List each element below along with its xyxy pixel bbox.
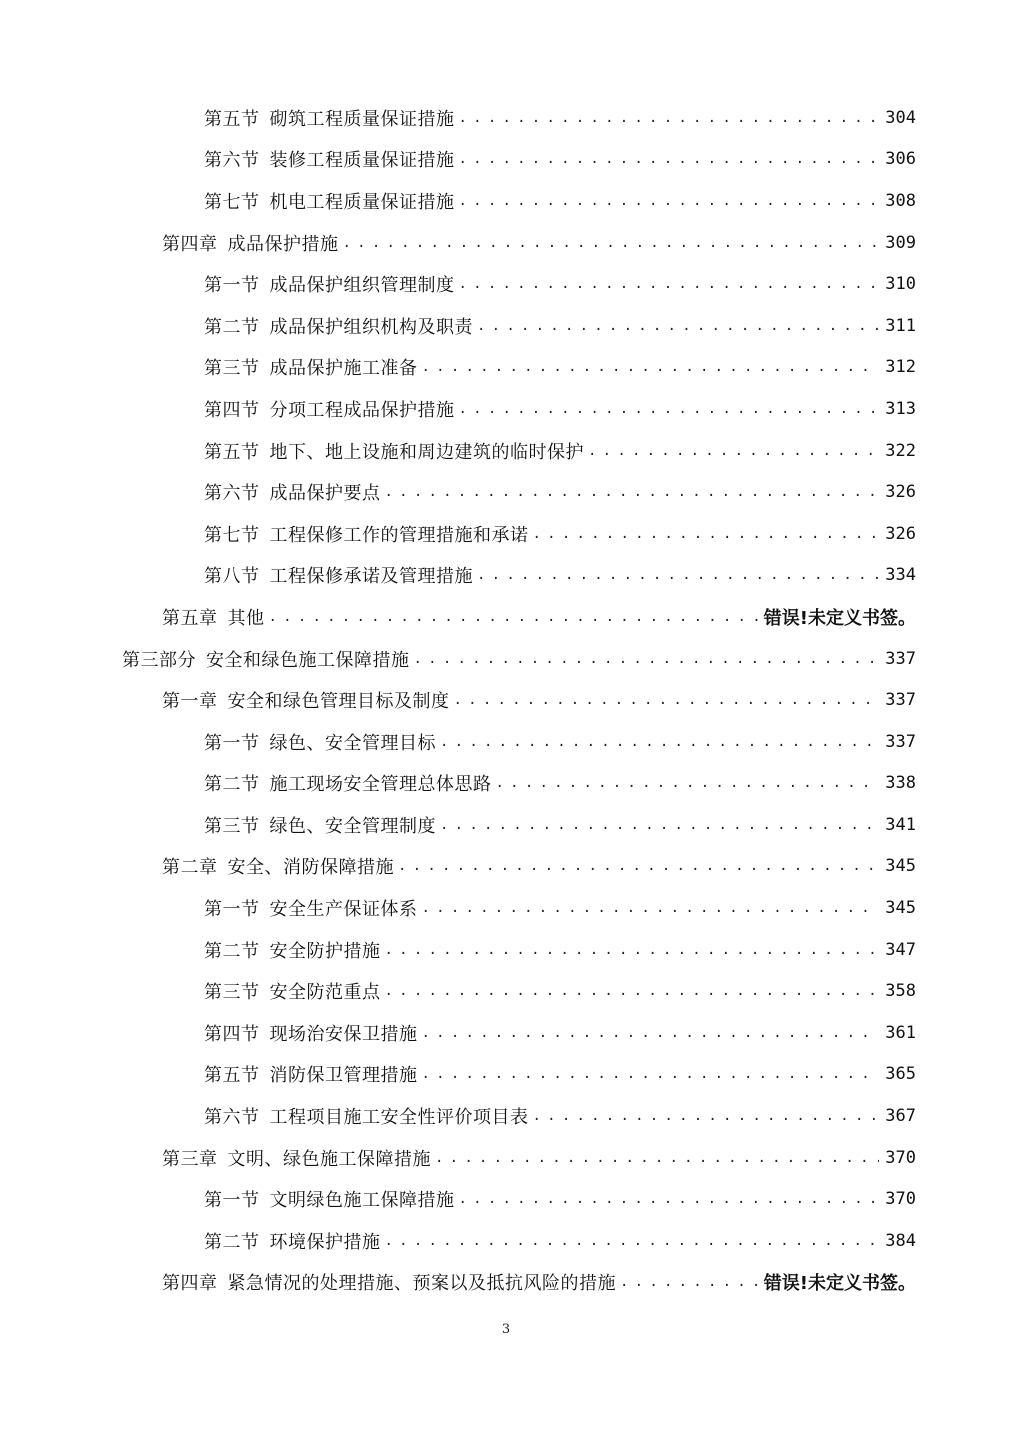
toc-entry-title: 分项工程成品保护措施	[269, 399, 455, 421]
toc-entry[interactable]	[0, 1095, 1012, 1137]
toc-dot-leader	[440, 731, 879, 753]
toc-entry-number: 第四节	[204, 399, 260, 421]
toc-entry[interactable]	[0, 1220, 1012, 1262]
toc-entry-number: 第二节	[204, 940, 260, 962]
toc-entry[interactable]	[0, 263, 1012, 305]
toc-entry-title: 成品保护要点	[269, 483, 381, 505]
toc-entry-number: 第三部分	[122, 649, 196, 671]
toc-entry-number: 第七节	[204, 191, 260, 213]
toc-entry-number: 第七节	[204, 524, 260, 546]
toc-entry-title: 安全、消防保障措施	[227, 857, 394, 879]
toc-entry-page-number: 345	[885, 898, 916, 919]
toc-entry[interactable]	[0, 804, 1012, 846]
toc-entry-page-number: 365	[885, 1064, 916, 1085]
toc-entry-title: 安全生产保证体系	[269, 899, 418, 921]
toc-dot-leader	[422, 1063, 880, 1085]
toc-entry-title: 砌筑工程质量保证措施	[269, 108, 455, 130]
toc-entry-page-number: 338	[885, 773, 916, 794]
toc-dot-leader	[459, 148, 880, 170]
toc-entry-page-number: 322	[885, 440, 916, 461]
toc-dot-leader	[459, 107, 880, 129]
toc-entry-page-number: 345	[885, 856, 916, 877]
toc-entry-label	[204, 105, 455, 131]
table-of-contents	[0, 97, 1012, 1303]
toc-entry-title: 绿色、安全管理制度	[269, 815, 436, 837]
toc-entry-title: 工程保修承诺及管理措施	[269, 566, 473, 588]
toc-entry-label	[204, 271, 455, 297]
toc-entry-page-number: 312	[885, 357, 916, 378]
toc-entry[interactable]	[0, 887, 1012, 929]
toc-entry-number: 第二节	[204, 316, 260, 338]
toc-entry-label	[204, 1103, 529, 1129]
toc-entry-page-number: 337	[885, 648, 916, 669]
toc-entry-label	[204, 729, 436, 755]
toc-entry-number: 第二节	[204, 1231, 260, 1253]
toc-entry-title: 现场治安保卫措施	[269, 1023, 418, 1045]
toc-entry-number: 第三节	[204, 815, 260, 837]
toc-entry-page-number: 337	[885, 731, 916, 752]
toc-entry-page-number: 361	[885, 1022, 916, 1043]
toc-entry[interactable]	[0, 638, 1012, 680]
toc-entry-title: 安全和绿色施工保障措施	[206, 649, 410, 671]
toc-entry-page-number: 310	[885, 274, 916, 295]
toc-entry-number: 第八节	[204, 566, 260, 588]
toc-entry-title: 安全防护措施	[269, 940, 381, 962]
toc-entry-number: 第三章	[162, 1148, 218, 1170]
toc-dot-leader	[496, 772, 880, 794]
page-number: 3	[501, 1322, 511, 1337]
toc-entry-error-bookmark: 错误!未定义书签。	[763, 1273, 916, 1295]
toc-entry[interactable]	[0, 513, 1012, 555]
toc-dot-leader	[398, 855, 879, 877]
toc-entry[interactable]	[0, 763, 1012, 805]
toc-entry[interactable]	[0, 1178, 1012, 1220]
toc-entry-title: 绿色、安全管理目标	[269, 732, 436, 754]
toc-entry-page-number: 313	[885, 398, 916, 419]
toc-entry[interactable]	[0, 555, 1012, 597]
toc-entry[interactable]	[0, 1262, 1012, 1304]
toc-entry-title: 紧急情况的处理措施、预案以及抵抗风险的措施	[227, 1273, 616, 1295]
toc-dot-leader	[454, 689, 880, 711]
toc-entry-title: 机电工程质量保证措施	[269, 191, 455, 213]
toc-entry-label	[122, 646, 410, 672]
toc-entry[interactable]	[0, 1054, 1012, 1096]
toc-entry-number: 第六节	[204, 150, 260, 172]
toc-entry-page-number: 337	[885, 690, 916, 711]
toc-entry-label	[204, 812, 436, 838]
toc-entry-label	[204, 1186, 455, 1212]
toc-entry-page-number: 326	[885, 523, 916, 544]
toc-dot-leader	[385, 1230, 880, 1252]
toc-dot-leader	[477, 315, 879, 337]
toc-dot-leader	[414, 648, 880, 670]
toc-entry-title: 成品保护组织机构及职责	[269, 316, 473, 338]
toc-entry-title: 文明、绿色施工保障措施	[227, 1148, 431, 1170]
toc-entry-number: 第一章	[162, 691, 218, 713]
toc-dot-leader	[440, 814, 879, 836]
toc-entry-number: 第三节	[204, 358, 260, 380]
toc-entry-label	[162, 687, 450, 713]
toc-entry-title: 环境保护措施	[269, 1231, 381, 1253]
toc-entry-number: 第一节	[204, 732, 260, 754]
toc-entry-label	[204, 188, 455, 214]
toc-entry-label	[204, 1020, 418, 1046]
toc-entry-label	[204, 146, 455, 172]
toc-entry-label	[204, 895, 418, 921]
toc-entry-label	[204, 770, 492, 796]
toc-entry[interactable]	[0, 929, 1012, 971]
toc-entry-number: 第五章	[162, 607, 218, 629]
toc-entry-page-number: 370	[885, 1189, 916, 1210]
toc-entry-error-bookmark: 错误!未定义书签。	[763, 607, 916, 629]
toc-entry-page-number: 311	[885, 315, 916, 336]
toc-entry-title: 成品保护施工准备	[269, 358, 418, 380]
toc-entry-label	[204, 521, 529, 547]
toc-dot-leader	[459, 398, 880, 420]
toc-entry-label	[162, 604, 265, 630]
toc-dot-leader	[422, 356, 880, 378]
toc-dot-leader	[343, 232, 880, 254]
toc-entry[interactable]	[0, 679, 1012, 721]
toc-entry[interactable]	[0, 305, 1012, 347]
toc-dot-leader	[422, 897, 880, 919]
toc-entry[interactable]	[0, 430, 1012, 472]
toc-entry[interactable]	[0, 1012, 1012, 1054]
toc-entry[interactable]	[0, 139, 1012, 181]
toc-dot-leader	[459, 273, 880, 295]
toc-dot-leader	[620, 1271, 758, 1293]
toc-dot-leader	[588, 440, 879, 462]
toc-entry-label	[162, 230, 339, 256]
toc-entry[interactable]	[0, 970, 1012, 1012]
toc-entry-label	[204, 396, 455, 422]
toc-entry-title: 文明绿色施工保障措施	[269, 1190, 455, 1212]
toc-entry-label	[204, 479, 381, 505]
toc-entry-number: 第一节	[204, 275, 260, 297]
toc-entry-label	[162, 853, 394, 879]
toc-entry-title: 其他	[227, 607, 265, 629]
toc-entry-number: 第五节	[204, 108, 260, 130]
toc-entry-page-number: 347	[885, 939, 916, 960]
toc-entry-title: 成品保护组织管理制度	[269, 275, 455, 297]
toc-entry-title: 工程项目施工安全性评价项目表	[269, 1107, 529, 1129]
toc-entry-number: 第四节	[204, 1023, 260, 1045]
toc-entry[interactable]	[0, 1137, 1012, 1179]
toc-entry-page-number: 370	[885, 1147, 916, 1168]
toc-entry[interactable]	[0, 388, 1012, 430]
toc-dot-leader	[533, 1105, 880, 1127]
toc-dot-leader	[533, 523, 880, 545]
toc-entry-page-number: 384	[885, 1230, 916, 1251]
toc-entry[interactable]	[0, 471, 1012, 513]
toc-entry-page-number: 308	[885, 190, 916, 211]
toc-entry-label	[204, 1061, 418, 1087]
toc-entry[interactable]	[0, 721, 1012, 763]
toc-entry-page-number: 306	[885, 149, 916, 170]
toc-entry-page-number: 309	[885, 232, 916, 253]
toc-entry-label	[204, 937, 381, 963]
toc-dot-leader	[459, 190, 880, 212]
toc-entry[interactable]	[0, 596, 1012, 638]
toc-entry-label	[204, 1228, 381, 1254]
toc-entry-number: 第三节	[204, 982, 260, 1004]
toc-entry-title: 工程保修工作的管理措施和承诺	[269, 524, 529, 546]
toc-dot-leader	[269, 606, 758, 628]
toc-entry-page-number: 358	[885, 981, 916, 1002]
toc-dot-leader	[435, 1147, 879, 1169]
toc-entry-number: 第四章	[162, 233, 218, 255]
toc-entry-label	[204, 354, 418, 380]
toc-entry-title: 装修工程质量保证措施	[269, 150, 455, 172]
toc-dot-leader	[385, 481, 880, 503]
toc-entry-number: 第六节	[204, 483, 260, 505]
toc-entry-page-number: 341	[885, 814, 916, 835]
toc-entry-number: 第二章	[162, 857, 218, 879]
toc-entry[interactable]	[0, 222, 1012, 264]
toc-entry-number: 第一节	[204, 1190, 260, 1212]
toc-entry-page-number: 334	[885, 565, 916, 586]
toc-entry-number: 第六节	[204, 1107, 260, 1129]
toc-entry-page-number: 326	[885, 482, 916, 503]
toc-entry-page-number: 304	[885, 107, 916, 128]
toc-entry-title: 地下、地上设施和周边建筑的临时保护	[269, 441, 584, 463]
toc-entry-title: 施工现场安全管理总体思路	[269, 774, 492, 796]
toc-entry[interactable]	[0, 97, 1012, 139]
toc-entry-title: 安全防范重点	[269, 982, 381, 1004]
toc-entry[interactable]	[0, 180, 1012, 222]
toc-entry-number: 第一节	[204, 899, 260, 921]
toc-entry[interactable]	[0, 846, 1012, 888]
toc-dot-leader	[422, 1022, 880, 1044]
toc-entry-label	[204, 313, 473, 339]
toc-entry[interactable]	[0, 347, 1012, 389]
toc-entry-label	[162, 1269, 616, 1295]
toc-entry-title: 消防保卫管理措施	[269, 1065, 418, 1087]
toc-dot-leader	[477, 564, 879, 586]
toc-dot-leader	[459, 1188, 880, 1210]
toc-entry-title: 成品保护措施	[227, 233, 339, 255]
toc-entry-number: 第五节	[204, 441, 260, 463]
toc-dot-leader	[385, 980, 880, 1002]
toc-dot-leader	[385, 939, 880, 961]
toc-entry-label	[204, 438, 584, 464]
toc-entry-page-number: 367	[885, 1106, 916, 1127]
toc-entry-label	[204, 978, 381, 1004]
toc-entry-label	[162, 1145, 431, 1171]
toc-entry-number: 第四章	[162, 1273, 218, 1295]
toc-entry-title: 安全和绿色管理目标及制度	[227, 691, 450, 713]
toc-entry-label	[204, 562, 473, 588]
toc-entry-number: 第二节	[204, 774, 260, 796]
toc-entry-number: 第五节	[204, 1065, 260, 1087]
